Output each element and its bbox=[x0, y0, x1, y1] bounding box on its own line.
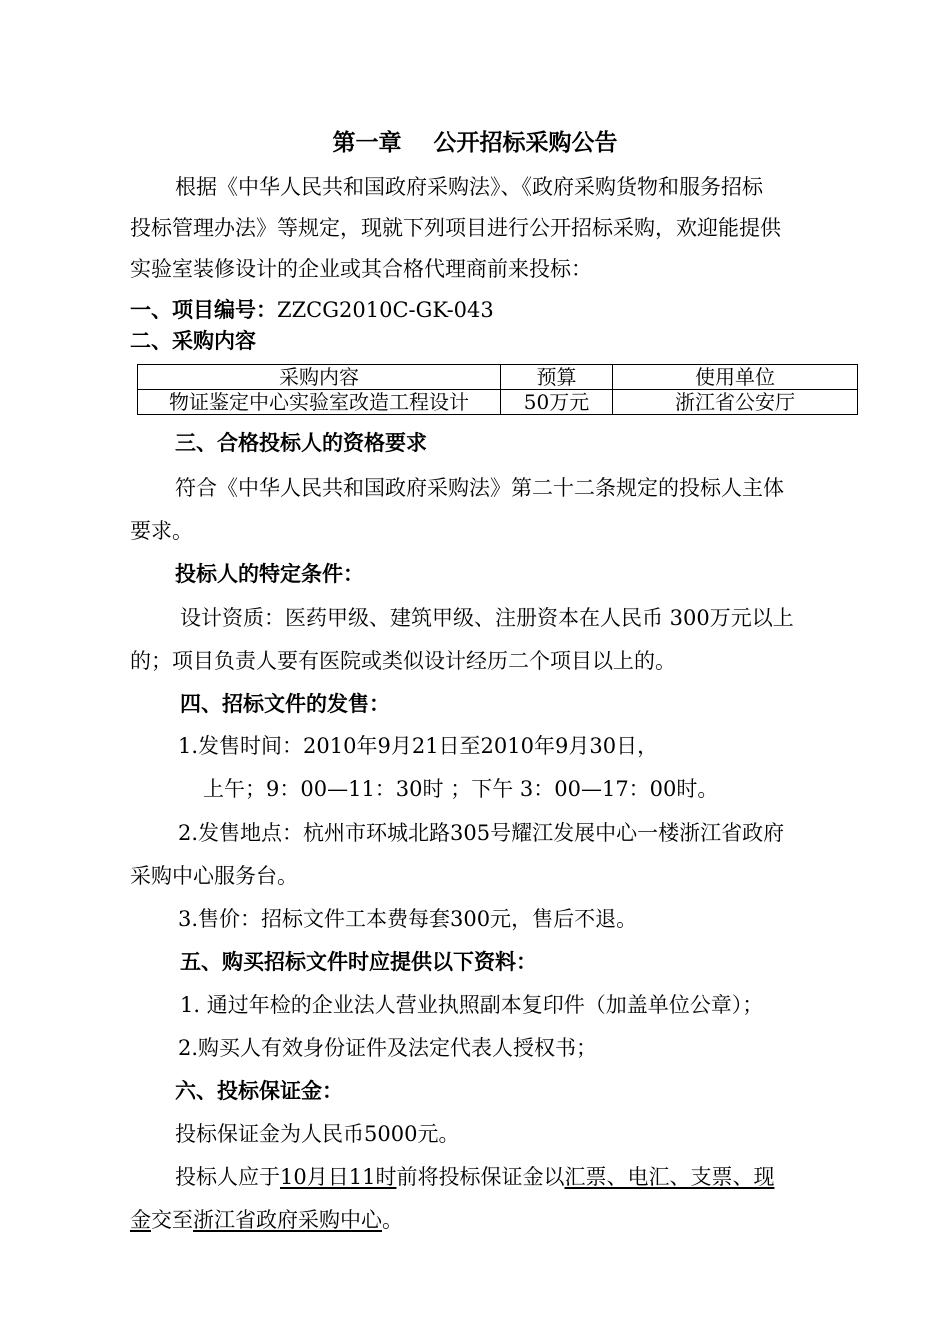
intro-line-1: 根据《中华人民共和国政府采购法》、《政府采购货物和服务招标 bbox=[175, 175, 763, 199]
section-3-paragraph-line-2: 要求。 bbox=[130, 519, 193, 543]
deposit-text: 。 bbox=[382, 1208, 403, 1232]
special-conditions-heading: 投标人的特定条件： bbox=[175, 561, 364, 586]
special-conditions-line-1: 设计资质：医药甲级、建筑甲级、注册资本在人民币 300万元以上 bbox=[180, 606, 794, 630]
table-header: 预算 bbox=[501, 365, 613, 390]
sale-time-line-1: 1.发售时间：2010年9月21日至2010年9月30日， bbox=[178, 734, 659, 758]
deposit-instruction-line-2 bbox=[130, 1207, 403, 1233]
page-title: 第一章 公开招标采购公告 bbox=[332, 129, 618, 156]
intro-line-3: 实验室装修设计的企业或其合格代理商前来投标： bbox=[130, 257, 592, 281]
table-header: 使用单位 bbox=[613, 365, 858, 390]
section-3-heading: 三、合格投标人的资格要求 bbox=[175, 430, 427, 455]
sale-location-line-2: 采购中心服务台。 bbox=[130, 864, 298, 888]
section-4-heading: 四、招标文件的发售： bbox=[180, 691, 390, 716]
deposit-text: 投标人应于 bbox=[175, 1165, 280, 1189]
section-2-heading: 二、采购内容 bbox=[130, 328, 256, 353]
deposit-deadline: 10月日11时 bbox=[280, 1165, 397, 1189]
section-3-paragraph-line-1: 符合《中华人民共和国政府采购法》第二十二条规定的投标人主体 bbox=[175, 476, 784, 500]
table-header: 采购内容 bbox=[138, 365, 501, 390]
table-header-row bbox=[138, 365, 858, 390]
table-row bbox=[138, 390, 858, 415]
required-document-1: 1. 通过年检的企业法人营业执照副本复印件（加盖单位公章）； bbox=[180, 993, 764, 1017]
section-1-label: 一、项目编号： bbox=[130, 297, 277, 322]
project-code: ZZCG2010C-GK-043 bbox=[277, 298, 494, 322]
intro-line-2: 投标管理办法》等规定，现就下列项目进行公开招标采购，欢迎能提供 bbox=[130, 216, 781, 240]
payment-methods: 金 bbox=[130, 1208, 151, 1232]
table-cell: 浙江省公安厅 bbox=[613, 390, 858, 415]
sale-price-line: 3.售价：招标文件工本费每套300元，售后不退。 bbox=[178, 907, 638, 931]
deposit-text: 交至 bbox=[151, 1208, 193, 1232]
procurement-table bbox=[137, 364, 858, 415]
deposit-text: 前将投标保证金以 bbox=[396, 1165, 565, 1189]
table-cell: 物证鉴定中心实验室改造工程设计 bbox=[138, 390, 501, 415]
payment-methods: 汇票、电汇、支票、现 bbox=[564, 1165, 775, 1189]
required-document-2: 2.购买人有效身份证件及法定代表人授权书； bbox=[178, 1036, 598, 1060]
section-1-heading bbox=[130, 297, 494, 323]
special-conditions-line-2: 的；项目负责人要有医院或类似设计经历二个项目以上的。 bbox=[130, 649, 676, 673]
section-5-heading: 五、购买招标文件时应提供以下资料： bbox=[180, 949, 537, 974]
deposit-recipient: 浙江省政府采购中心 bbox=[193, 1208, 382, 1232]
deposit-instruction-line-1 bbox=[175, 1164, 774, 1190]
deposit-amount-line: 投标保证金为人民币5000元。 bbox=[175, 1122, 460, 1146]
table-cell: 50万元 bbox=[501, 390, 613, 415]
sale-time-line-2: 上午；9：00—11：30时 ；下午 3：00—17：00时。 bbox=[203, 777, 719, 801]
section-6-heading: 六、投标保证金： bbox=[175, 1078, 343, 1103]
sale-location-line-1: 2.发售地点：杭州市环城北路305号耀江发展中心一楼浙江省政府 bbox=[178, 821, 785, 845]
